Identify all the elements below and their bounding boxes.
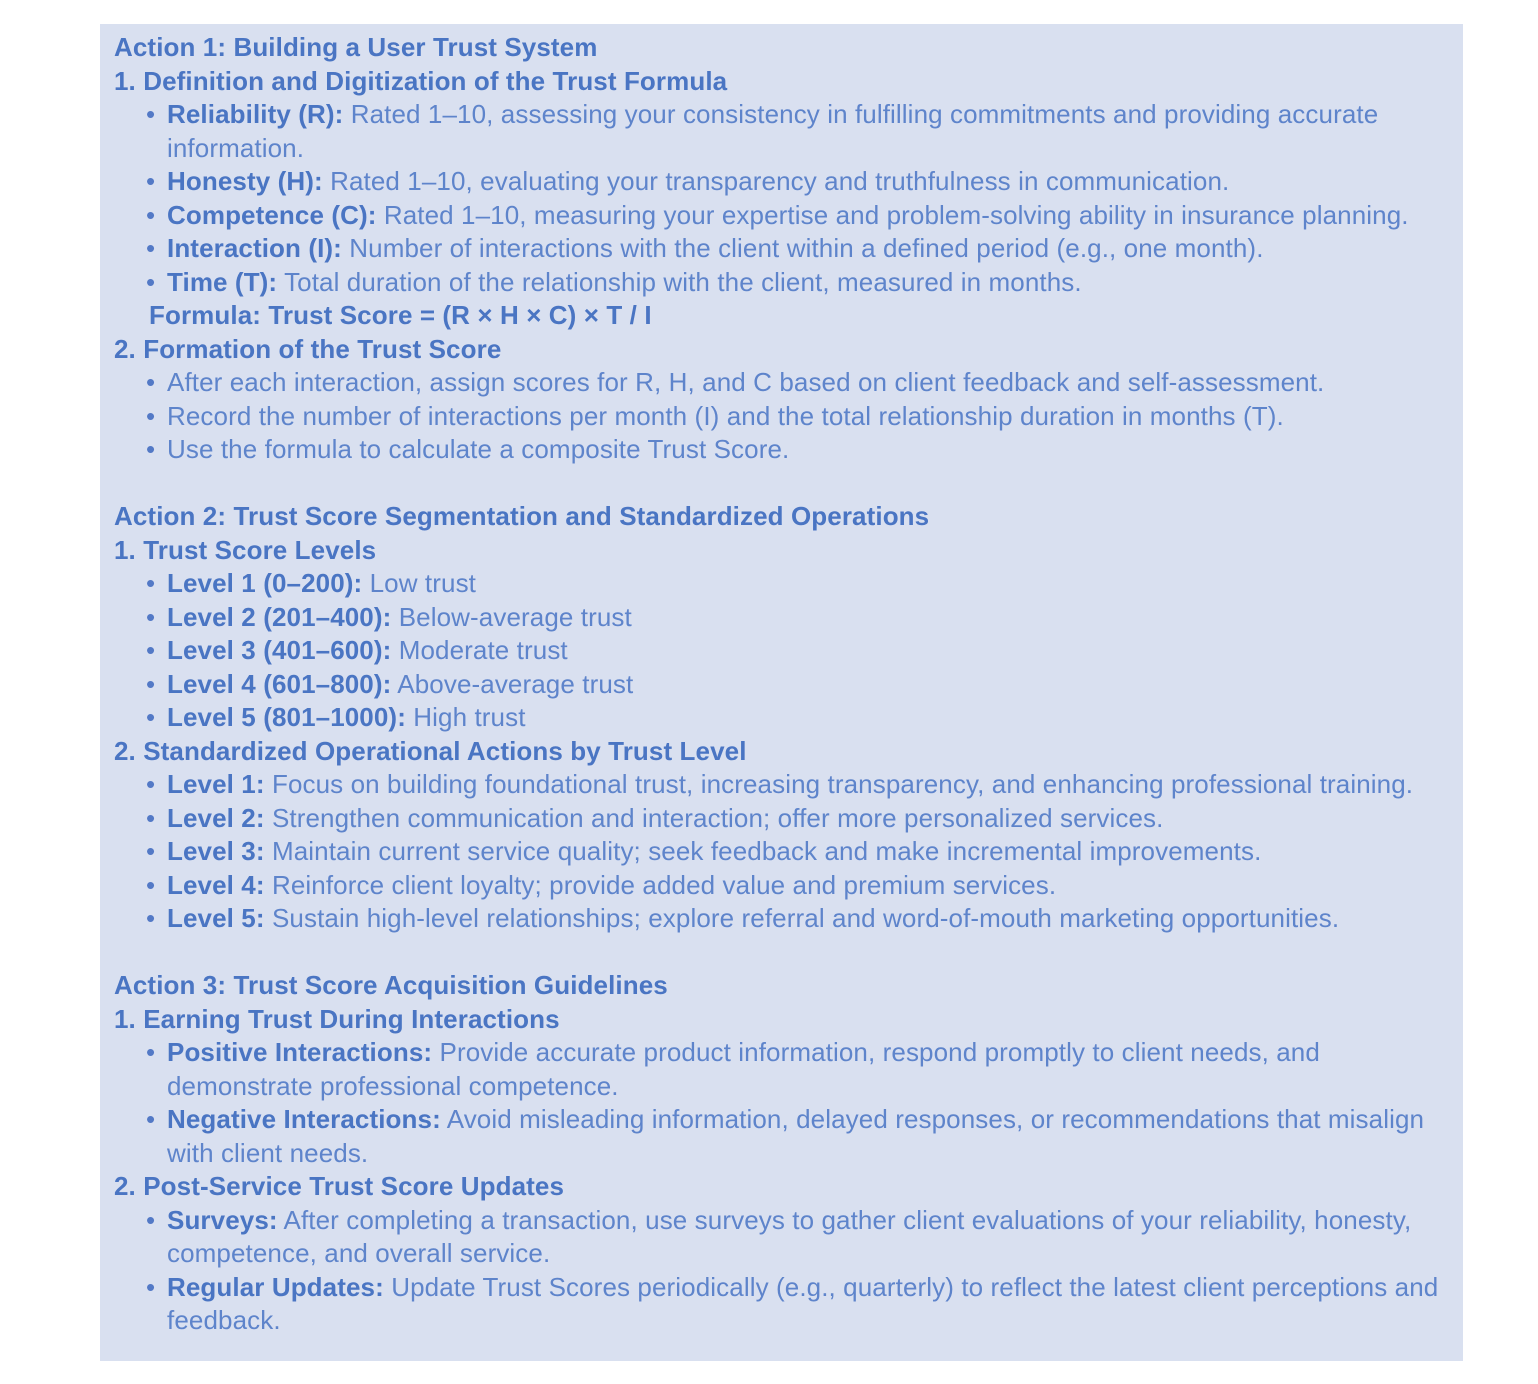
bullet-label: Level 4 (601–800): bbox=[167, 668, 392, 699]
section-title: Action 1: Building a User Trust System bbox=[114, 32, 598, 62]
bullet-item bbox=[114, 1204, 1447, 1271]
bullet-label: Surveys: bbox=[167, 1204, 278, 1235]
bullet-item bbox=[114, 433, 1447, 467]
bullet-dot-icon: • bbox=[146, 199, 156, 230]
bullet-dot-icon: • bbox=[146, 1104, 156, 1134]
bullet-label: Interaction (I): bbox=[167, 233, 342, 263]
bullet-text: After completing a transaction, use surveys to gather client evaluations of your reliability, honesty, competence, and overall service. bbox=[167, 1204, 1412, 1268]
blank-line bbox=[114, 467, 1447, 501]
bullet-text: Maintain current service quality; seek feedback and make incremental improvements. bbox=[271, 836, 1262, 866]
bullet-dot-icon: • bbox=[146, 266, 156, 297]
bullet-item bbox=[114, 668, 1447, 702]
section-title: Action 2: Trust Score Segmentation and Standardized Operations bbox=[114, 501, 930, 531]
bullet-dot-icon: • bbox=[146, 568, 156, 598]
bullet-text: Reinforce client loyalty; provide added value and premium services. bbox=[271, 869, 1057, 900]
bullet-dot-icon: • bbox=[146, 400, 156, 431]
bullet-item bbox=[114, 199, 1447, 233]
bullet-item bbox=[114, 1103, 1447, 1170]
bullet-item bbox=[114, 701, 1447, 735]
subsection-heading: 2. Standardized Operational Actions by Trust Level bbox=[114, 735, 747, 766]
bullet-text: Above-average trust bbox=[397, 668, 634, 699]
bullet-text: Below-average trust bbox=[398, 601, 632, 632]
bullet-label: Level 3: bbox=[167, 836, 265, 866]
bullet-dot-icon: • bbox=[146, 1204, 156, 1235]
bullet-dot-icon: • bbox=[146, 434, 156, 464]
bullet-item bbox=[114, 1036, 1447, 1103]
subsection-heading: 1. Trust Score Levels bbox=[114, 534, 377, 565]
bullet-dot-icon: • bbox=[146, 1271, 156, 1302]
subsection-heading: 2. Post-Service Trust Score Updates bbox=[114, 1171, 565, 1201]
blank-line bbox=[114, 936, 1447, 970]
bullet-dot-icon: • bbox=[146, 702, 156, 732]
trust-system-document-panel bbox=[100, 24, 1463, 1361]
bullet-dot-icon: • bbox=[146, 769, 156, 799]
bullet-label: Level 2: bbox=[167, 802, 265, 833]
bullet-item bbox=[114, 567, 1447, 601]
bullet-dot-icon: • bbox=[146, 166, 156, 196]
bullet-text: Rated 1–10, evaluating your transparency and truthfulness in communication. bbox=[330, 166, 1230, 196]
bullet-label: Regular Updates: bbox=[167, 1271, 384, 1302]
bullet-label: Level 1: bbox=[167, 769, 265, 799]
bullet-text: Provide accurate product information, respond promptly to client needs, and demonstrate professional competence. bbox=[167, 1037, 1320, 1101]
bullet-text: Focus on building foundational trust, increasing transparency, and enhancing professional training. bbox=[271, 769, 1414, 799]
bullet-item bbox=[114, 802, 1447, 836]
bullet-text: Low trust bbox=[369, 568, 476, 598]
bullet-text: Moderate trust bbox=[398, 635, 568, 665]
subsection-heading: 1. Definition and Digitization of the Trust Formula bbox=[114, 65, 728, 96]
bullet-label: Reliability (R): bbox=[167, 99, 344, 129]
bullet-item bbox=[114, 835, 1447, 869]
bullet-dot-icon: • bbox=[146, 99, 156, 129]
bullet-item bbox=[114, 768, 1447, 802]
bullet-label: Level 3 (401–600): bbox=[167, 635, 392, 665]
formula-line: Formula: Trust Score = (R × H × C) × T / I bbox=[149, 300, 652, 330]
bullet-item bbox=[114, 869, 1447, 903]
bullet-label: Level 2 (201–400): bbox=[167, 601, 392, 632]
bullet-dot-icon: • bbox=[146, 367, 156, 397]
bullet-label: Competence (C): bbox=[167, 199, 377, 230]
bullet-dot-icon: • bbox=[146, 1037, 156, 1067]
bullet-item bbox=[114, 232, 1447, 266]
subsection-heading: 2. Formation of the Trust Score bbox=[114, 333, 502, 364]
bullet-text: Update Trust Scores periodically (e.g., quarterly) to reflect the latest client perceptions and feedback. bbox=[167, 1271, 1439, 1335]
bullet-item bbox=[114, 1271, 1447, 1338]
bullet-dot-icon: • bbox=[146, 869, 156, 900]
bullet-label: Level 5: bbox=[167, 903, 265, 933]
bullet-label: Negative Interactions: bbox=[167, 1104, 441, 1134]
bullet-item bbox=[114, 366, 1447, 400]
bullet-label: Level 5 (801–1000): bbox=[167, 702, 406, 732]
bullet-dot-icon: • bbox=[146, 836, 156, 866]
bullet-text: Strengthen communication and interaction; offer more personalized services. bbox=[271, 802, 1164, 833]
bullet-label: Level 4: bbox=[167, 869, 265, 900]
bullet-item bbox=[114, 98, 1447, 165]
bullet-label: Honesty (H): bbox=[167, 166, 323, 196]
subsection-heading: 1. Earning Trust During Interactions bbox=[114, 1003, 560, 1034]
bullet-text: Total duration of the relationship with the client, measured in months. bbox=[284, 266, 1082, 297]
bullet-label: Positive Interactions: bbox=[167, 1037, 433, 1067]
bullet-text: High trust bbox=[413, 702, 526, 732]
bullet-text: Use the formula to calculate a composite Trust Score. bbox=[167, 434, 790, 464]
bullet-item bbox=[114, 400, 1447, 434]
bullet-label: Time (T): bbox=[167, 266, 278, 297]
section-title: Action 3: Trust Score Acquisition Guidelines bbox=[114, 970, 668, 1000]
bullet-item bbox=[114, 165, 1447, 199]
bullet-item bbox=[114, 266, 1447, 300]
bullet-text: Record the number of interactions per month (I) and the total relationship duration in months (T). bbox=[167, 400, 1284, 431]
bullet-dot-icon: • bbox=[146, 802, 156, 833]
bullet-text: After each interaction, assign scores for R, H, and C based on client feedback and self-assessment. bbox=[167, 367, 1325, 397]
bullet-text: Sustain high-level relationships; explore referral and word-of-mouth marketing opportunities. bbox=[271, 903, 1340, 933]
bullet-dot-icon: • bbox=[146, 635, 156, 665]
bullet-text: Avoid misleading information, delayed responses, or recommendations that misalign with client needs. bbox=[167, 1104, 1425, 1168]
bullet-item bbox=[114, 902, 1447, 936]
bullet-label: Level 1 (0–200): bbox=[167, 568, 363, 598]
bullet-text: Rated 1–10, measuring your expertise and problem-solving ability in insurance planning. bbox=[383, 199, 1409, 230]
bullet-dot-icon: • bbox=[146, 601, 156, 632]
bullet-text: Number of interactions with the client within a defined period (e.g., one month). bbox=[349, 233, 1264, 263]
bullet-dot-icon: • bbox=[146, 668, 156, 699]
bullet-item bbox=[114, 601, 1447, 635]
bullet-text: Rated 1–10, assessing your consistency in fulfilling commitments and providing accurate information. bbox=[167, 99, 1379, 163]
bullet-item bbox=[114, 634, 1447, 668]
bullet-dot-icon: • bbox=[146, 233, 156, 263]
bullet-dot-icon: • bbox=[146, 903, 156, 933]
